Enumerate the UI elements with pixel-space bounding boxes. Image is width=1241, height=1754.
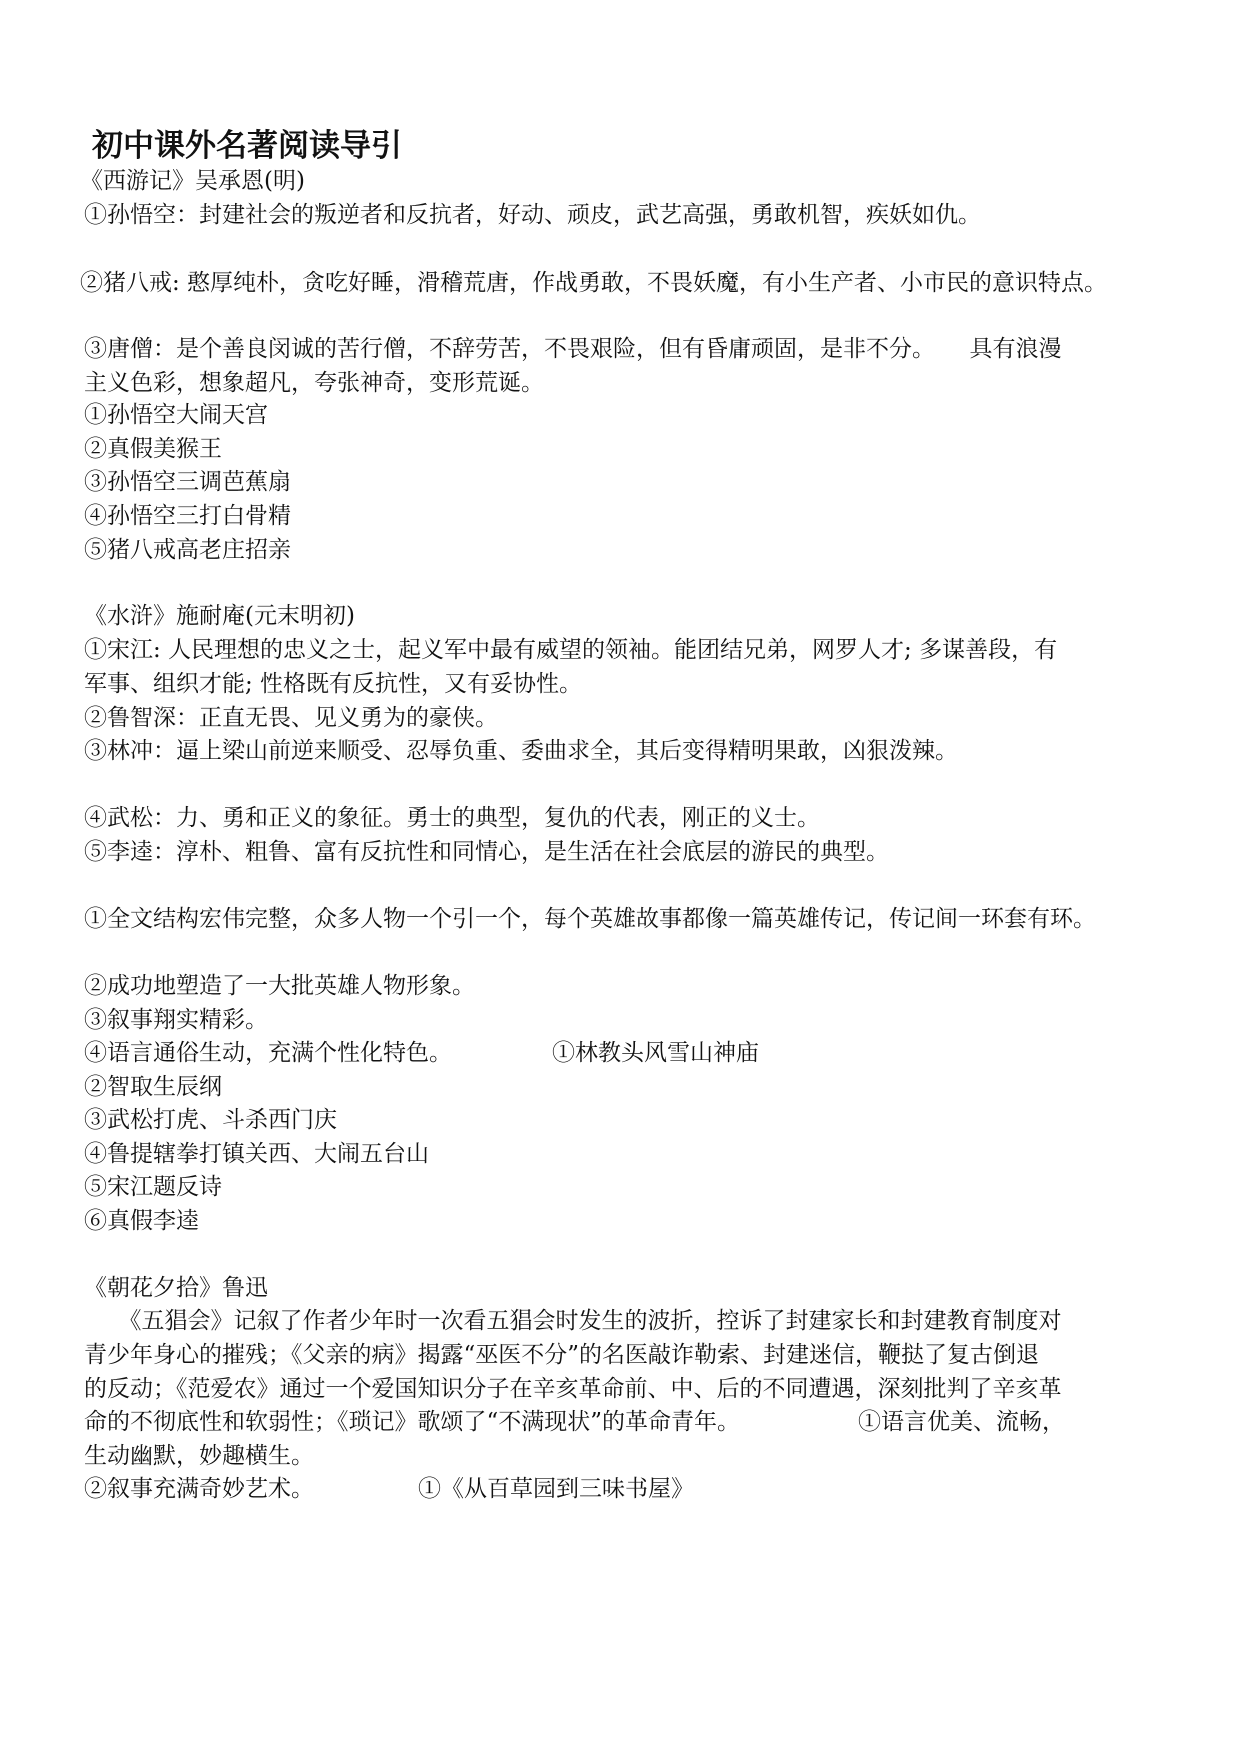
story-item: ⑥真假李逵 (84, 1208, 199, 1234)
paragraph-line: 生动幽默，妙趣横生。 (84, 1443, 314, 1469)
story-item: ①林教头风雪山神庙 (552, 1040, 759, 1066)
feature-line: ②成功地塑造了一大批英雄人物形象。 (84, 973, 475, 999)
paragraph-line: 青少年身心的摧残；《父亲的病》揭露“巫医不分”的名医敲诈勒索、封建迷信，鞭挞了复古倒退 (84, 1342, 1040, 1368)
feature-line: ②叙事充满奇妙艺术。 (84, 1476, 314, 1502)
paragraph-line: 《五猖会》记叙了作者少年时一次看五猖会时发生的波折，控诉了封建家长和封建教育制度对 (84, 1308, 1062, 1334)
story-item: ①《从百草园到三味书屋》 (418, 1476, 694, 1502)
character-line: ②鲁智深：正直无畏、见义勇为的豪侠。 (84, 705, 498, 731)
story-item: ④孙悟空三打白骨精 (84, 503, 291, 529)
paragraph-line: 的反动；《范爱农》通过一个爱国知识分子在辛亥革命前、中、后的不同遭遇，深刻批判了辛亥革 (84, 1376, 1062, 1402)
character-line: ④武松：力、勇和正义的象征。勇士的典型，复仇的代表，刚正的义士。 (84, 805, 820, 831)
feature-line: ③叙事翔实精彩。 (84, 1007, 268, 1033)
character-line: 主义色彩，想象超凡，夸张神奇，变形荒诞。 (84, 370, 544, 396)
character-line: ⑤李逵：淳朴、粗鲁、富有反抗性和同情心，是生活在社会底层的游民的典型。 (84, 839, 889, 865)
feature-line: ④语言通俗生动，充满个性化特色。 (84, 1040, 452, 1066)
story-item: ④鲁提辖拳打镇关西、大闹五台山 (84, 1141, 429, 1167)
character-line: ①宋江: 人民理想的忠义之士，起义军中最有威望的领袖。能团结兄弟，网罗人才; 多谋善段，有 (84, 637, 1058, 663)
story-item: ⑤宋江题反诗 (84, 1174, 222, 1200)
story-item: ①孙悟空大闹天宫 (84, 402, 268, 428)
story-item: ⑤猪八戒高老庄招亲 (84, 537, 291, 563)
paragraph-line: 命的不彻底性和软弱性；《琐记》歌颂了“不满现状”的革命青年。 (84, 1409, 741, 1435)
story-item: ②智取生辰纲 (84, 1074, 222, 1100)
character-line: 军事、组织才能; 性格既有反抗性，又有妥协性。 (84, 671, 583, 697)
story-item: ②真假美猴王 (84, 436, 222, 462)
feature-line: ①语言优美、流畅， (858, 1409, 1065, 1435)
section-header-xiyouji: 《西游记》吴承恩(明) (80, 168, 305, 194)
section-header-shuihu: 《水浒》施耐庵(元末明初) (84, 603, 355, 629)
section-header-zhaohua: 《朝花夕拾》鲁迅 (84, 1275, 268, 1301)
character-line: ③唐僧：是个善良闵诚的苦行僧，不辞劳苦，不畏艰险，但有昏庸顽固，是非不分。 具有浪漫 (84, 336, 1062, 362)
character-line: ②猪八戒: 憨厚纯朴，贪吃好睡，滑稽荒唐，作战勇敢，不畏妖魔，有小生产者、小市民的意识特点。 (80, 270, 1108, 296)
story-item: ③武松打虎、斗杀西门庆 (84, 1107, 337, 1133)
document-title: 初中课外名著阅读导引 (92, 128, 402, 164)
character-line: ③林冲：逼上梁山前逆来顺受、忍辱负重、委曲求全，其后变得精明果敢，凶狠泼辣。 (84, 738, 958, 764)
story-item: ③孙悟空三调芭蕉扇 (84, 469, 291, 495)
character-line: ①孙悟空：封建社会的叛逆者和反抗者，好动、顽皮，武艺高强，勇敢机智，疾妖如仇。 (84, 202, 981, 228)
feature-line: ①全文结构宏伟完整，众多人物一个引一个，每个英雄故事都像一篇英雄传记，传记间一环套有环。 (84, 906, 1096, 932)
